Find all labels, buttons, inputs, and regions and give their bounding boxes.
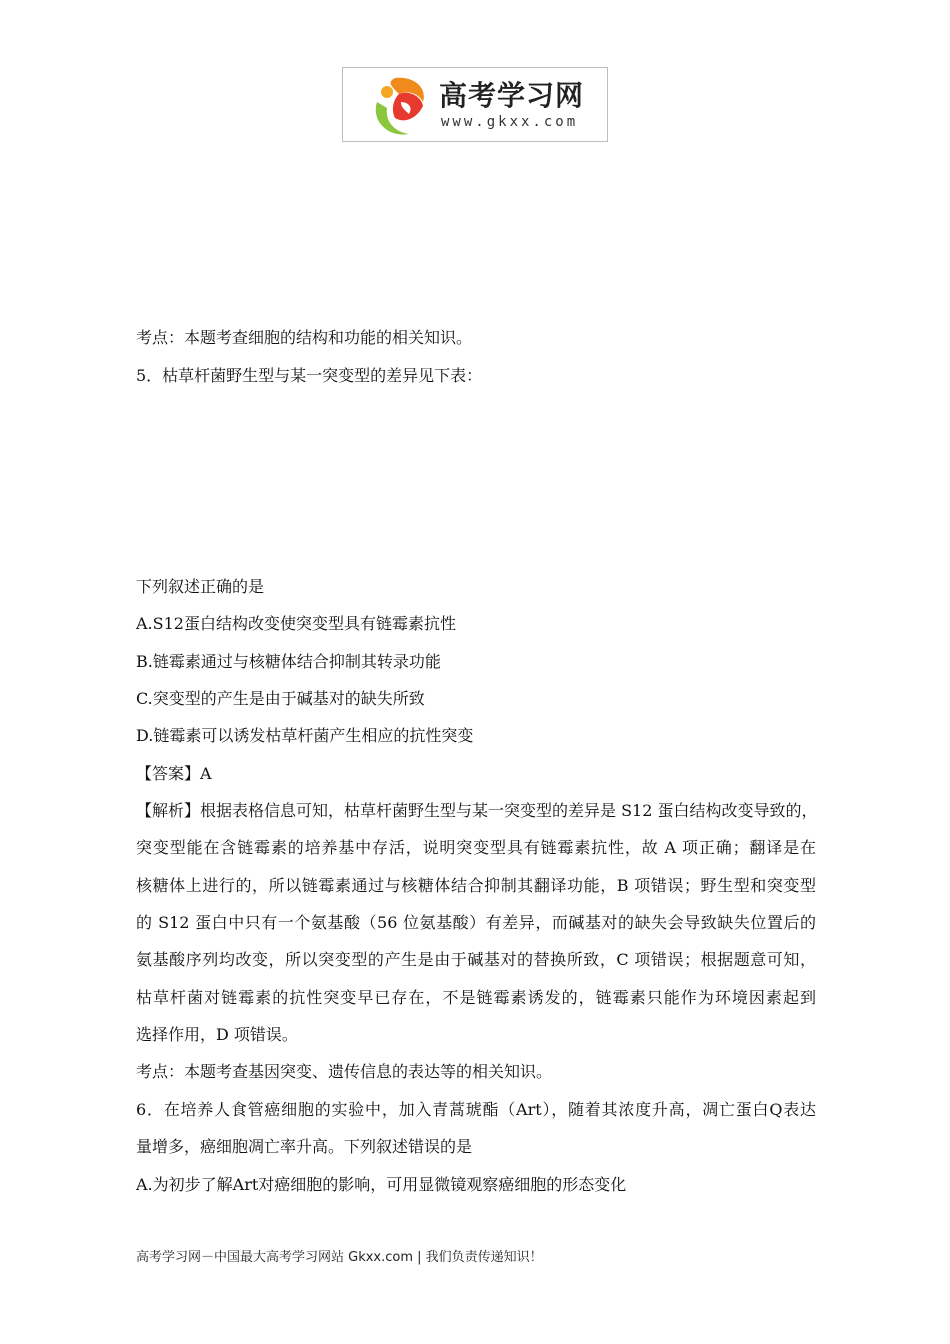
note-line: 考点：本题考查基因突变、遗传信息的表达等的相关知识。 (136, 1062, 553, 1081)
explanation-line: 选择作用，D 项错误。 (136, 1025, 298, 1044)
option-a: A.S12蛋白结构改变使突变型具有链霉素抗性 (136, 614, 456, 633)
site-logo (342, 67, 608, 142)
explanation-line: 枯草杆菌对链霉素的抗性突变早已存在，不是链霉素诱发的，链霉素只能作为环境因素起到 (136, 988, 816, 1007)
note-line: 考点：本题考查细胞的结构和功能的相关知识。 (136, 328, 473, 347)
logo-swirl-icon (365, 72, 435, 140)
option-d: D.链霉素可以诱发枯草杆菌产生相应的抗性突变 (136, 726, 474, 745)
explanation-line: 的 S12 蛋白中只有一个氨基酸（56 位氨基酸）有差异，而碱基对的缺失会导致缺失位置后的 (136, 913, 816, 932)
explanation-line: 氨基酸序列均改变，所以突变型的产生是由于碱基对的替换所致，C 项错误；根据题意可知， (136, 950, 816, 969)
question-5-stem: 5．枯草杆菌野生型与某一突变型的差异见下表： (136, 366, 483, 385)
question-6-stem: 量增多，癌细胞凋亡率升高。下列叙述错误的是 (136, 1137, 473, 1156)
answer-line: 【答案】A (136, 764, 212, 783)
question-5-prompt: 下列叙述正确的是 (136, 577, 265, 596)
logo-name: 高考学习网 (439, 79, 585, 112)
option-b: B.链霉素通过与核糖体结合抑制其转录功能 (136, 652, 441, 671)
explanation-line: 【解析】根据表格信息可知，枯草杆菌野生型与某一突变型的差异是 S12 蛋白结构改变导致的， (136, 801, 818, 820)
option-c: C.突变型的产生是由于碱基对的缺失所致 (136, 689, 425, 708)
explanation-line: 核糖体上进行的，所以链霉素通过与核糖体结合抑制其翻译功能，B 项错误；野生型和突变型 (136, 876, 816, 895)
question-6-stem: 6．在培养人食管癌细胞的实验中，加入青蒿琥酯（Art），随着其浓度升高，凋亡蛋白Q表达 (136, 1100, 816, 1119)
option-a: A.为初步了解Art对癌细胞的影响，可用显微镜观察癌细胞的形态变化 (136, 1175, 627, 1194)
page-footer: 高考学习网－中国最大高考学习网站 Gkxx.com | 我们负责传递知识！ (136, 1250, 543, 1265)
explanation-line: 突变型能在含链霉素的培养基中存活，说明突变型具有链霉素抗性，故 A 项正确；翻译是在 (136, 838, 816, 857)
logo-url: www.gkxx.com (441, 114, 579, 130)
